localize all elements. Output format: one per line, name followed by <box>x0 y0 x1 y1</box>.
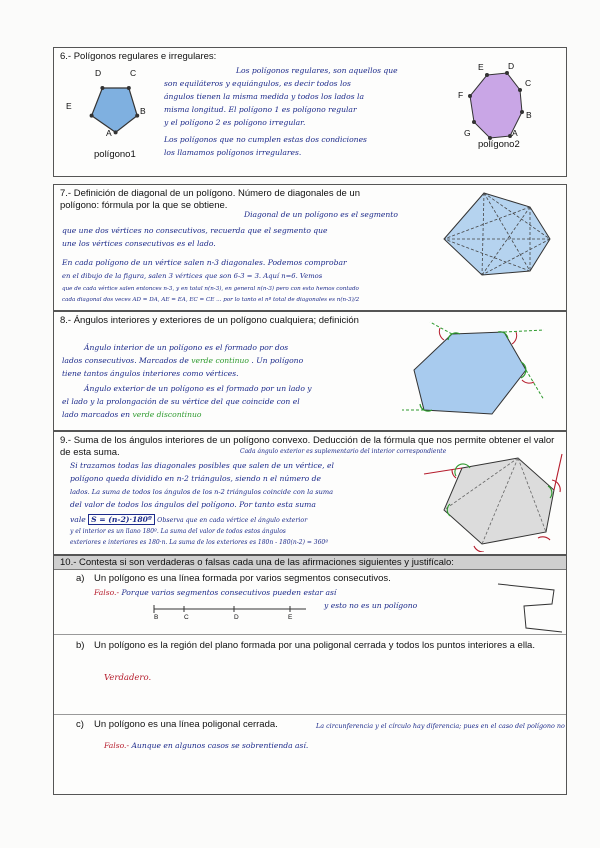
s9-hw-3: lados. La suma de todos los ángulos de los n-2 triángulos coincide con la suma <box>70 488 334 496</box>
s10c-statement: Un polígono es una línea poligonal cerrada. <box>94 719 278 730</box>
s10b-answer-label: Verdadero. <box>104 673 152 683</box>
p2-label-D: D <box>508 61 515 71</box>
s9-hw-1: Si trazamos todas las diagonales posibles que salen de un vértice, el <box>70 461 334 470</box>
p2-label-B: B <box>526 110 532 120</box>
s6-hw-7: los llamamos polígonos irregulares. <box>164 148 302 157</box>
convex-polygon <box>414 332 526 414</box>
p2-vertex-E <box>485 73 489 77</box>
s8-hw-2c: . Un polígono <box>251 356 304 365</box>
s8-hw-6 <box>62 409 201 422</box>
p1-label-D: D <box>95 68 102 78</box>
open-polyline-figure <box>494 576 564 636</box>
hexagon <box>444 193 550 275</box>
section-8 <box>53 311 567 431</box>
s10a-pt-E: E <box>288 614 293 621</box>
s10c-answer-label: Falso.- <box>104 741 130 750</box>
section-6-title: 6.- Polígonos regulares e irregulares: <box>60 51 217 62</box>
s6-hw-3: ángulos tienen la misma medida y todos los lados la <box>164 92 365 101</box>
s9-hw-4: del valor de todos los ángulos del polígono. Por tanto esta suma <box>70 500 316 509</box>
s10c-note: La circunferencia y el círculo hay diferencia; pues en el caso del polígono no <box>316 722 565 730</box>
s10a-pt-C: C <box>184 614 189 621</box>
s10a-answer-label: Falso.- <box>94 588 120 597</box>
s10a-statement: Un polígono es una línea formada por varios segmentos consecutivos. <box>94 573 391 584</box>
s10a-marker: a) <box>76 573 85 584</box>
s10a-answer-cont: y esto no es un polígono <box>324 601 418 610</box>
section-10 <box>53 555 567 795</box>
p2-label-F: F <box>458 90 464 100</box>
s10-divider-2 <box>54 714 566 715</box>
hexagon-diagonals-figure <box>432 189 564 281</box>
vertex-B <box>135 114 139 118</box>
s10-divider-1 <box>54 634 566 635</box>
s10c-answer-line <box>104 740 308 753</box>
collinear-segments-figure <box>150 598 310 620</box>
section-10-header <box>54 556 566 570</box>
s10b-statement: Un polígono es la región del plano formada por una poligonal cerrada y todos los puntos interiores a ella. <box>94 640 535 651</box>
s8-hw-4: Ángulo exterior de un polígono es el formado por un lado y <box>84 384 312 393</box>
p2-vertex-H <box>472 120 476 124</box>
section-8-title: 8.- Ángulos interiores y exteriores de un polígono cualquiera; definición <box>60 315 359 326</box>
s8-hw-6a: lado marcados en <box>62 410 131 419</box>
p2-label-E: E <box>478 62 484 72</box>
s9-hw-note: Cada ángulo exterior es suplementario del interior correspondiente <box>240 448 447 455</box>
s9-formula-prefix: vale <box>70 515 86 524</box>
s8-hw-2a: lados consecutivos. Marcados de <box>62 356 189 365</box>
s9-hw-7: exteriores e interiores es 180·n. La suma de los exteriores es 180n - 180(n-2) = 360º <box>70 539 329 546</box>
section-7 <box>53 184 567 311</box>
s7-hw-7: cada diagonal dos veces AD = DA, AE = EA, EC = CE ... por lo tanto el nº total de diagonales es n(n-3)/2 <box>62 297 360 303</box>
vertex-D <box>100 86 104 90</box>
s9-hw-5: Observa que en cada vértice el ángulo exterior <box>157 517 308 524</box>
p2-vertex-B <box>520 110 524 114</box>
section-6 <box>53 47 567 177</box>
vertex-C <box>127 86 131 90</box>
s7-hw-4: En cada polígono de un vértice salen n-3 diagonales. Podemos comprobar <box>62 258 347 267</box>
vertex-A <box>114 130 118 134</box>
polygon1-label: polígono1 <box>94 149 136 160</box>
p2-label-G: G <box>464 128 471 138</box>
s6-hw-6: Los polígonos que no cumplen estas dos condiciones <box>164 135 367 144</box>
p1-label-A: A <box>106 128 112 138</box>
s8-hw-6b: verde discontinuo <box>132 410 202 419</box>
regular-pentagon <box>92 88 138 132</box>
s10b-marker: b) <box>76 640 85 651</box>
s7-hw-5: en el dibujo de la figura, salen 3 vértices que son 6-3 = 3. Aquí n=6. Vemos <box>62 272 323 280</box>
section-9-title: 9.- Suma de los ángulos interiores de un polígono convexo. Deducción de la fórmula que nos permite obtener el valor de esta suma. <box>60 435 555 458</box>
p2-vertex-F <box>468 94 472 98</box>
s9-hw-6: y el interior es un llano 180º. La suma del valor de todos estos ángulos <box>70 528 286 535</box>
s8-hw-3: tiene tantos ángulos interiores como vértices. <box>62 369 239 378</box>
section-9 <box>53 431 567 555</box>
p2-vertex-D <box>505 71 509 75</box>
s10c-marker: c) <box>76 719 84 730</box>
s7-hw-1: Diagonal de un polígono es el segmento <box>244 210 398 219</box>
p1-label-E: E <box>66 101 72 111</box>
s7-hw-6: que de cada vértice salen entonces n-3, y en total n(n-3), en general n(n-3) pero con esto hemos contado <box>62 286 359 292</box>
section-7-title: 7.- Definición de diagonal de un polígono. Número de diagonales de un polígono: fórmula por la que se obtiene. <box>60 188 360 211</box>
p2-label-C: C <box>525 78 532 88</box>
s7-hw-2: que une dos vértices no consecutivos, recuerda que el segmento que <box>62 226 328 235</box>
polygon2-label: polígono2 <box>478 139 520 150</box>
s6-hw-2: son equiláteros y equiángulos, es decir todos los <box>164 79 351 88</box>
s6-hw-5: y el polígono 2 es polígono irregular. <box>164 118 306 127</box>
s10c-answer: Aunque en algunos casos se sobrentienda así. <box>131 741 309 750</box>
s8-hw-2b: verde continuo <box>191 356 249 365</box>
section-10-title: 10.- Contesta si son verdaderas o falsas cada una de las afirmaciones siguientes y justifícalo: <box>60 557 454 568</box>
s10a-pt-B: B <box>154 614 159 621</box>
s9-formula: S = (n-2)·180º <box>88 514 155 525</box>
p2-label-A: A <box>512 128 518 138</box>
s10a-pt-D: D <box>234 614 239 621</box>
s6-hw-1: Los polígonos regulares, son aquellos que <box>236 66 398 75</box>
p1-label-B: B <box>140 106 146 116</box>
s8-hw-1: Ángulo interior de un polígono es el formado por dos <box>84 343 289 352</box>
p2-vertex-C <box>518 88 522 92</box>
angles-figure <box>394 318 564 428</box>
s8-hw-2 <box>62 355 303 368</box>
s7-hw-3: une los vértices consecutivos es el lado. <box>62 239 216 248</box>
s9-hw-2: polígono queda dividido en n-2 triángulos, siendo n el número de <box>70 474 321 483</box>
s8-hw-5: el lado y la prolongación de su vértice del que coincide con el <box>62 397 300 406</box>
s10a-answer: Porque varios segmentos consecutivos pueden estar así <box>121 588 337 597</box>
triangulation-figure <box>422 450 564 552</box>
p1-label-C: C <box>130 68 137 78</box>
vertex-E <box>90 114 94 118</box>
s6-hw-4: misma longitud. El polígono 1 es polígono regular <box>164 105 357 114</box>
